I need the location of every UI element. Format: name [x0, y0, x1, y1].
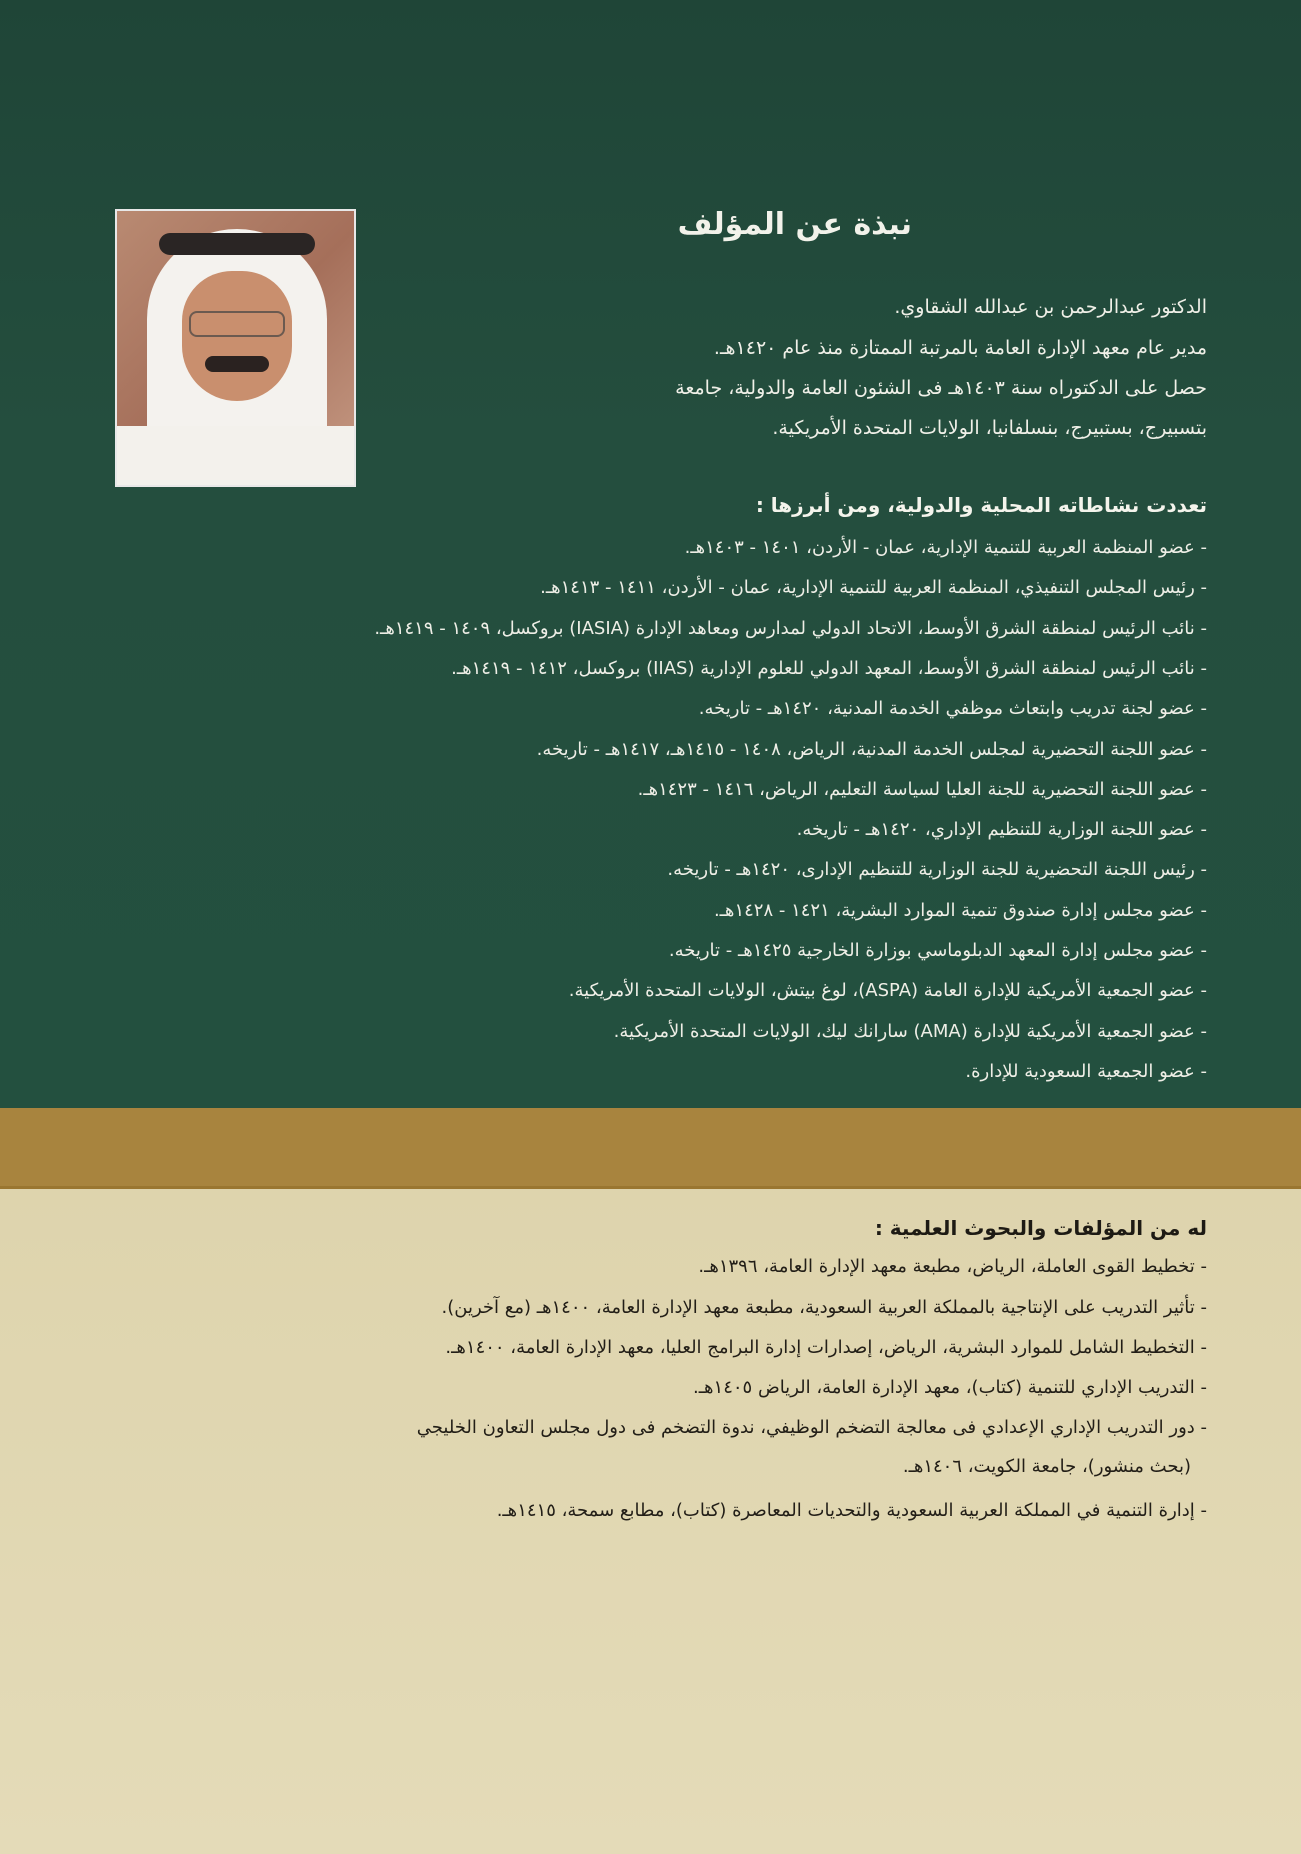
activity-item: - عضو لجنة تدريب وابتعاث موظفي الخدمة المدنية، ١٤٢٠هـ - تاريخه.: [698, 698, 1207, 720]
gold-band: [0, 1108, 1301, 1189]
activity-item: - عضو الجمعية السعودية للإدارة.: [965, 1060, 1207, 1082]
publication-item: - التدريب الإداري للتنمية (كتاب)، معهد الإدارة العامة، الرياض ١٤٠٥هـ.: [693, 1377, 1207, 1398]
publication-item: (بحث منشور)، جامعة الكويت، ١٤٠٦هـ.: [902, 1456, 1191, 1477]
publications-heading: له من المؤلفات والبحوث العلمية :: [874, 1216, 1207, 1240]
publication-item: - تخطيط القوى العاملة، الرياض، مطبعة معهد الإدارة العامة، ١٣٩٦هـ.: [698, 1256, 1207, 1277]
activity-item: - نائب الرئيس لمنطقة الشرق الأوسط، الاتحاد الدولي لمدارس ومعاهد الإدارة (IASIA) بروكسل، ١٤٠٩ - ١٤١٩هـ.: [374, 617, 1207, 639]
activity-item: - عضو اللجنة التحضيرية لمجلس الخدمة المدنية، الرياض، ١٤٠٨ - ١٤١٥هـ، ١٤١٧هـ - تاريخه.: [536, 738, 1207, 760]
activity-item: - عضو مجلس إدارة المعهد الدبلوماسي بوزارة الخارجية ١٤٢٥هـ - تاريخه.: [668, 940, 1207, 961]
cream-panel: [0, 1189, 1301, 1854]
activity-item: - عضو الجمعية الأمريكية للإدارة العامة (ASPA)، لوغ بيتش، الولايات المتحدة الأمريكية.: [568, 980, 1207, 1002]
activity-item: - عضو اللجنة الوزارية للتنظيم الإداري، ١٤٢٠هـ - تاريخه.: [796, 819, 1207, 841]
about-title: نبذة عن المؤلف: [677, 207, 912, 242]
activity-item: - عضو اللجنة التحضيرية للجنة العليا لسياسة التعليم، الرياض، ١٤١٦ - ١٤٢٣هـ.: [637, 778, 1207, 800]
activity-item: - رئيس المجلس التنفيذي، المنظمة العربية للتنمية الإدارية، عمان - الأردن، ١٤١١ - ١٤١٣هـ.: [540, 577, 1207, 599]
bio-line: حصل على الدكتوراه سنة ١٤٠٣هـ فى الشئون العامة والدولية، جامعة: [675, 377, 1207, 399]
activity-item: - عضو مجلس إدارة صندوق تنمية الموارد البشرية، ١٤٢١ - ١٤٢٨هـ.: [713, 899, 1207, 921]
author-photo: [115, 209, 356, 487]
bio-line: بتسبيرج، بستبيرج، بنسلفانيا، الولايات المتحدة الأمريكية.: [772, 417, 1207, 439]
bio-line: مدير عام معهد الإدارة العامة بالمرتبة الممتازة منذ عام ١٤٢٠هـ.: [713, 337, 1207, 359]
bio-line: الدكتور عبدالرحمن بن عبدالله الشقاوي.: [894, 296, 1207, 318]
activity-item: - عضو الجمعية الأمريكية للإدارة (AMA) سارانك ليك، الولايات المتحدة الأمريكية.: [613, 1020, 1207, 1042]
activities-heading: تعددت نشاطاته المحلية والدولية، ومن أبرزها :: [755, 493, 1207, 517]
activity-item: - رئيس اللجنة التحضيرية للجنة الوزارية للتنظيم الإدارى، ١٤٢٠هـ - تاريخه.: [667, 859, 1207, 881]
publication-item: - تأثير التدريب على الإنتاجية بالمملكة العربية السعودية، مطبعة معهد الإدارة العامة، ١٤٠٠هـ (مع آخرين).: [441, 1297, 1207, 1318]
activity-item: - نائب الرئيس لمنطقة الشرق الأوسط، المعهد الدولي للعلوم الإدارية (IIAS) بروكسل، ١٤١٢ - ١٤١٩هـ.: [451, 657, 1207, 679]
publication-item: - إدارة التنمية في المملكة العربية السعودية والتحديات المعاصرة (كتاب)، مطابع سمحة، ١٤١٥هـ.: [496, 1500, 1207, 1521]
activity-item: - عضو المنظمة العربية للتنمية الإدارية، عمان - الأردن، ١٤٠١ - ١٤٠٣هـ.: [684, 537, 1207, 558]
publication-item: - التخطيط الشامل للموارد البشرية، الرياض، إصدارات إدارة البرامج العليا، معهد الإدارة العامة، ١٤٠٠هـ.: [445, 1337, 1207, 1358]
publication-item: - دور التدريب الإداري الإعدادي فى معالجة التضخم الوظيفي، ندوة التضخم فى دول مجلس التعاون الخليجي: [416, 1417, 1207, 1438]
